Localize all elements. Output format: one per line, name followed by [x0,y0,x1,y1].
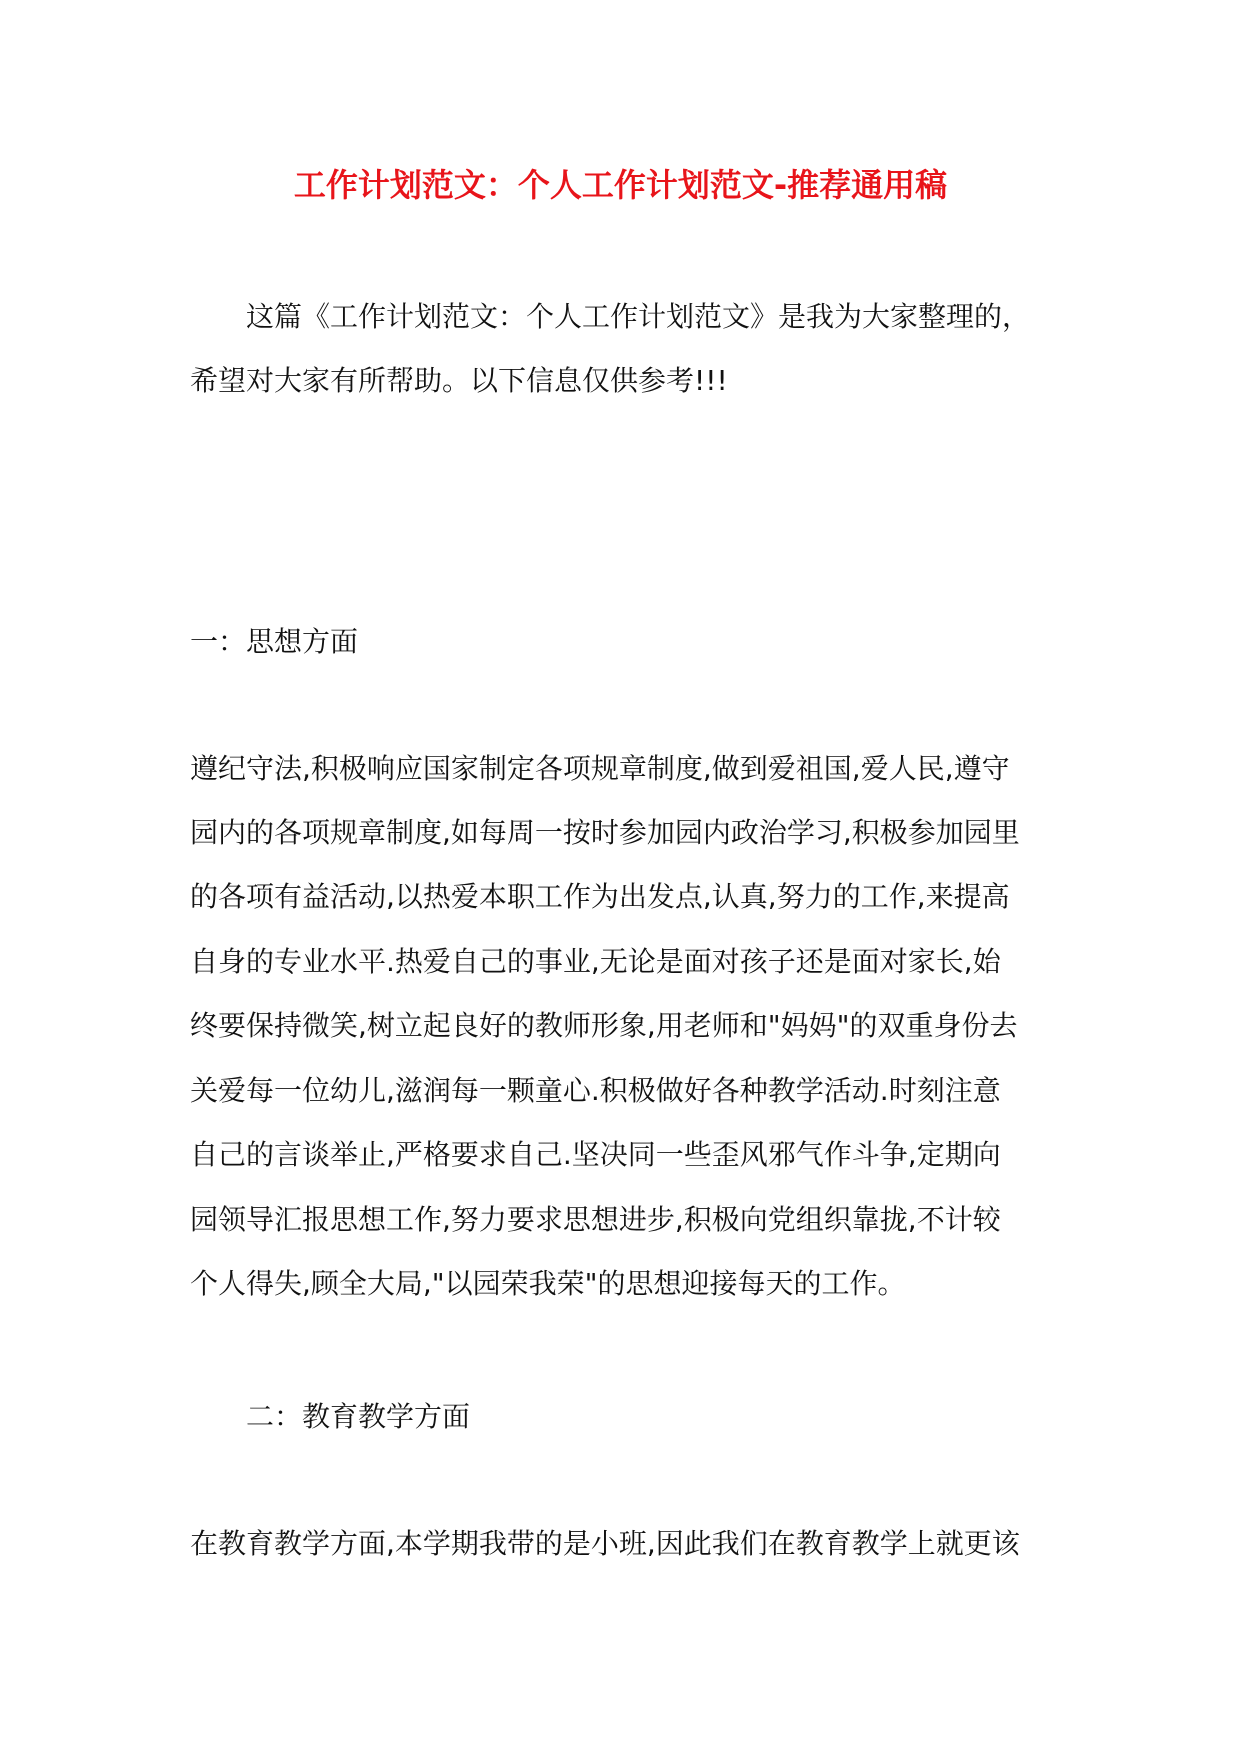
paragraph-line: 关爱每一位幼儿,滋润每一颗童心.积极做好各种教学活动.时刻注意 [190,1074,1001,1107]
paragraph-line: 终要保持微笑,树立起良好的教师形象,用老师和"妈妈"的双重身份去 [190,1009,1018,1042]
intro-line: 这篇《工作计划范文：个人工作计划范文》是我为大家整理的， [246,300,1031,333]
paragraph-line: 园领导汇报思想工作,努力要求思想进步,积极向党组织靠拢,不计较 [190,1203,1001,1236]
paragraph-line: 在教育教学方面,本学期我带的是小班,因此我们在教育教学上就更该 [190,1527,1020,1560]
paragraph-line: 自身的专业水平.热爱自己的事业,无论是面对孩子还是面对家长,始 [190,945,1001,978]
paragraph-line: 园内的各项规章制度,如每周一按时参加园内政治学习,积极参加园里 [190,816,1020,849]
intro-line: 希望对大家有所帮助。以下信息仅供参考!!! [190,364,728,397]
document-title: 工作计划范文：个人工作计划范文-推荐通用稿 [293,166,948,204]
section-heading: 一：思想方面 [190,625,359,658]
paragraph-line: 个人得失,顾全大局,"以园荣我荣"的思想迎接每天的工作。 [190,1267,906,1300]
paragraph-line: 的各项有益活动,以热爱本职工作为出发点,认真,努力的工作,来提高 [190,880,1010,913]
section-heading: 二：教育教学方面 [246,1400,471,1433]
paragraph-line: 遵纪守法,积极响应国家制定各项规章制度,做到爱祖国,爱人民,遵守 [190,752,1010,785]
paragraph-line: 自己的言谈举止,严格要求自己.坚决同一些歪风邪气作斗争,定期向 [190,1138,1001,1171]
